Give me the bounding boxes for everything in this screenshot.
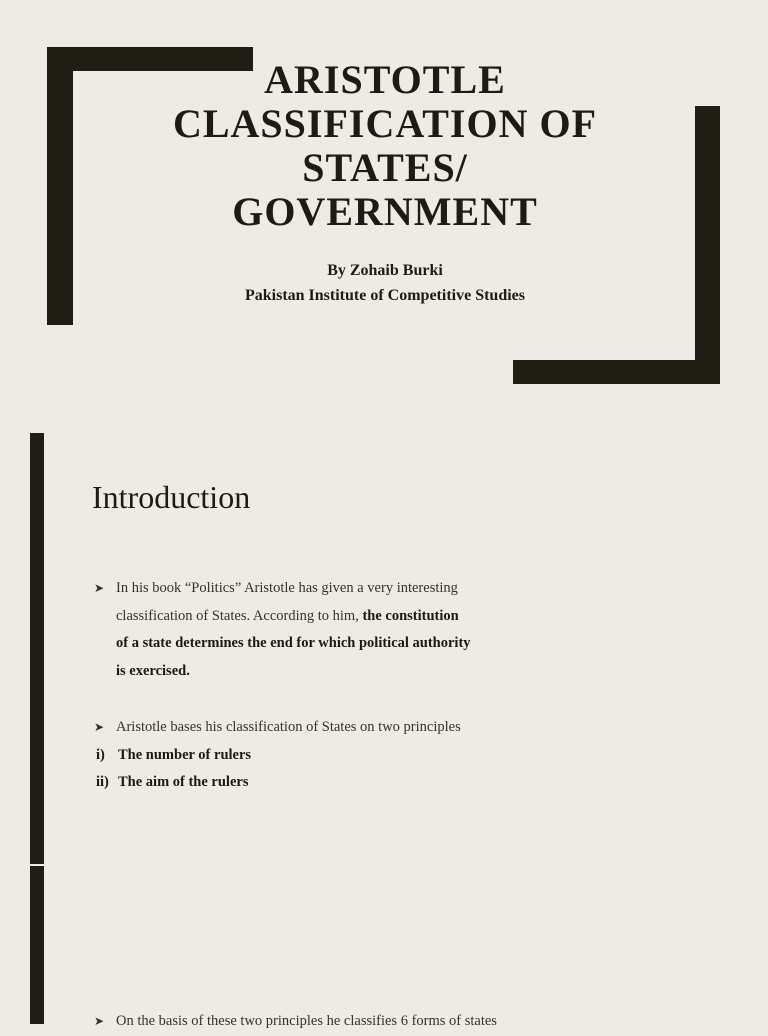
paragraph-line: Aristotle bases his classification of States on two principles (116, 719, 461, 735)
arrow-bullet-icon: ➤ (94, 720, 105, 734)
paragraph-line: In his book “Politics” Aristotle has given a very interesting (116, 580, 458, 596)
title-line: CLASSIFICATION OF (172, 101, 598, 146)
paragraph-emphasis: the constitution (358, 607, 459, 624)
paragraph-text: classification of States. According to him, (116, 607, 359, 624)
arrow-bullet-icon: ➤ (94, 1014, 105, 1028)
paragraph-emphasis: of a state determines the end for which political authority (116, 635, 471, 651)
principle-item (96, 742, 251, 770)
paragraph-emphasis: is exercised. (116, 662, 190, 679)
principle-text: The number of rulers (118, 747, 252, 763)
principle-text: The aim of the rulers (118, 774, 249, 790)
bullet-paragraph-principles (94, 714, 461, 742)
paragraph-line (94, 630, 471, 658)
paragraph-line (94, 658, 471, 686)
paragraph-line (94, 603, 471, 631)
title-line: GOVERNMENT (232, 189, 538, 234)
bullet-paragraph-politics (94, 575, 471, 685)
frame-top-left-vertical (47, 47, 73, 325)
bullet-paragraph-forms (94, 1008, 497, 1036)
title-line: STATES/ (302, 145, 468, 190)
author-name: By Zohaib Burki (327, 262, 443, 279)
principle-item (96, 769, 248, 797)
institution-name: Pakistan Institute of Competitive Studies (244, 287, 525, 304)
principle-number: ii) (96, 774, 109, 790)
section-heading: Introduction (92, 479, 251, 515)
frame-bottom-right-horizontal (513, 360, 720, 384)
slide-accent-bar (30, 433, 44, 1024)
byline (130, 258, 640, 308)
slide-title (130, 58, 640, 234)
paragraph-line: On the basis of these two principles he classifies 6 forms of states (116, 1013, 497, 1029)
principle-number: i) (96, 747, 105, 763)
slide-divider (30, 864, 44, 866)
frame-bottom-right-vertical (695, 106, 720, 384)
title-line: ARISTOTLE (264, 57, 506, 102)
arrow-bullet-icon: ➤ (94, 581, 105, 595)
